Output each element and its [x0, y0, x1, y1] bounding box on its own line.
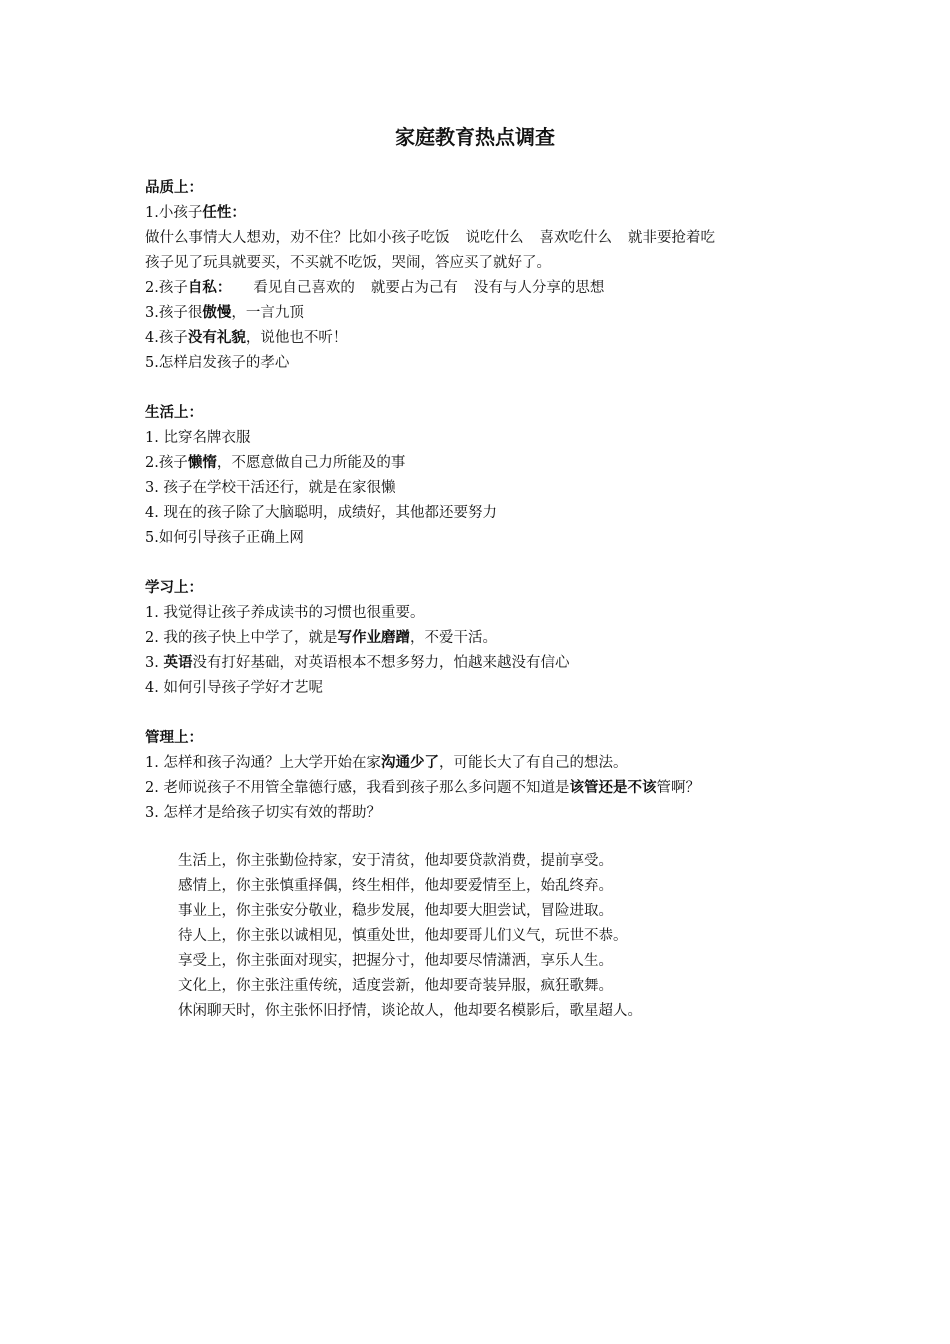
- list-item: 5.如何引导孩子正确上网: [145, 530, 304, 546]
- document-body: [145, 176, 845, 1024]
- poem-line: 生活上，你主张勤俭持家，安于清贫，他却要贷款消费，提前享受。: [178, 853, 613, 869]
- list-item: 4.孩子没有礼貌，说他也不听！: [145, 330, 348, 346]
- poem-block: [145, 849, 845, 1024]
- list-item: 3. 孩子在学校干活还行，就是在家很懒: [145, 480, 396, 496]
- list-item: 孩子见了玩具就要买，不买就不吃饭，哭闹，答应买了就好了。: [145, 255, 551, 271]
- list-item: 1. 怎样和孩子沟通？上大学开始在家沟通少了，可能长大了有自己的想法。: [145, 755, 628, 771]
- list-item: 4. 如何引导孩子学好才艺呢: [145, 680, 323, 696]
- list-item: 2. 我的孩子快上中学了，就是写作业磨蹭，不爱干活。: [145, 630, 497, 646]
- list-item: 2.孩子懒惰，不愿意做自己力所能及的事: [145, 455, 406, 471]
- list-item: 4. 现在的孩子除了大脑聪明，成绩好，其他都还要努力: [145, 505, 497, 521]
- document-title: 家庭教育热点调查: [395, 125, 555, 149]
- list-item: 做什么事情大人想劝，劝不住？比如小孩子吃饭 说吃什么 喜欢吃什么 就非要抢着吃: [145, 230, 715, 246]
- poem-line: 文化上，你主张注重传统，适度尝新，他却要奇装异服，疯狂歌舞。: [178, 978, 613, 994]
- poem-line: 事业上，你主张安分敬业，稳步发展，他却要大胆尝试，冒险进取。: [178, 903, 613, 919]
- section-heading-study: 学习上：: [145, 580, 203, 596]
- list-item: 1.小孩子任性：: [145, 205, 246, 221]
- poem-line: 待人上，你主张以诚相见，慎重处世，他却要哥儿们义气，玩世不恭。: [178, 928, 628, 944]
- list-item: 2.孩子自私： 看见自己喜欢的 就要占为己有 没有与人分享的思想: [145, 280, 605, 296]
- list-item: 3.孩子很傲慢，一言九顶: [145, 305, 304, 321]
- list-item: 5.怎样启发孩子的孝心: [145, 355, 290, 371]
- section-heading-life: 生活上：: [145, 405, 203, 421]
- section-heading-quality: 品质上：: [145, 180, 203, 196]
- poem-line: 感情上，你主张慎重择偶，终生相伴，他却要爱情至上，始乱终弃。: [178, 878, 613, 894]
- list-item: 3. 英语没有打好基础，对英语根本不想多努力，怕越来越没有信心: [145, 655, 570, 671]
- list-item: 3. 怎样才是给孩子切实有效的帮助？: [145, 805, 381, 821]
- list-item: 2. 老师说孩子不用管全靠德行感，我看到孩子那么多问题不知道是该管还是不该管啊？: [145, 780, 700, 796]
- poem-line: 享受上，你主张面对现实，把握分寸，他却要尽情潇洒，享乐人生。: [178, 953, 613, 969]
- list-item: 1. 我觉得让孩子养成读书的习惯也很重要。: [145, 605, 425, 621]
- poem-line: 休闲聊天时，你主张怀旧抒情，谈论故人，他却要名模影后，歌星超人。: [178, 1003, 642, 1019]
- list-item: 1. 比穿名牌衣服: [145, 430, 251, 446]
- section-heading-management: 管理上：: [145, 730, 203, 746]
